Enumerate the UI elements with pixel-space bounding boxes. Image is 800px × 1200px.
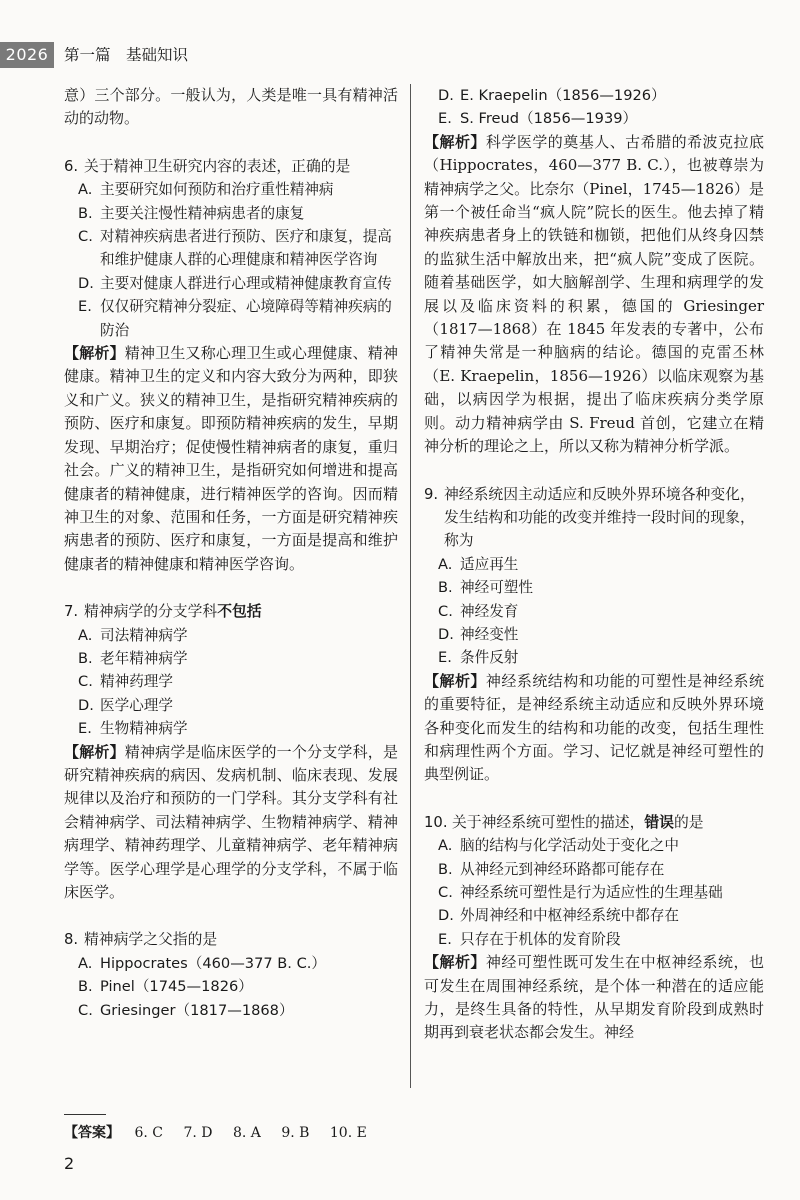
option: C. 神经发育 (438, 602, 519, 620)
option: D. 主要对健康人群进行心理或精神健康教育宣传 (78, 274, 392, 292)
option: B. 从神经元到神经环路都可能存在 (438, 860, 665, 878)
answer-item: 9. B (281, 1125, 310, 1141)
answer-item: 7. D (183, 1125, 213, 1141)
answer-key (64, 1122, 383, 1142)
option: D. E. Kraepelin（1856—1926） (438, 87, 666, 104)
answer-item: 8. A (232, 1125, 261, 1141)
left-column (64, 84, 398, 1022)
option: A. 司法精神病学 (78, 626, 188, 644)
question-9 (424, 483, 764, 787)
option: C. 对精神疾病患者进行预防、医疗和康复，提高和维护健康人群的心理健康和精神医学咨询 (78, 228, 392, 269)
option: A. 适应再生 (438, 555, 519, 573)
footer-rule (64, 1114, 106, 1115)
option: B. Pinel（1745—1826） (78, 978, 253, 996)
analysis: 【解析】神经系统结构和功能的可塑性是神经系统的重要特征，是神经系统主动适应和反映外界环境各种变化而发生的结构和功能的改变，包括生理性和病理性两个方面。学习、记忆就是神经可塑性的典型例证。 (424, 671, 764, 784)
option: E. 仅仅研究精神分裂症、心境障碍等精神疾病的防治 (78, 298, 392, 339)
question-number: 10. (424, 813, 448, 831)
option: E. 条件反射 (438, 649, 519, 667)
option: E. S. Freud（1856—1939） (438, 110, 638, 128)
carry-over-text: 意）三个部分。一般认为，人类是唯一具有精神活动的动物。 (64, 86, 398, 128)
option: D. 医学心理学 (78, 696, 173, 714)
question-10 (424, 811, 764, 1045)
option: E. 生物精神病学 (78, 720, 188, 738)
question-6 (64, 155, 398, 576)
year-badge: 2026 (0, 42, 54, 68)
option: E. 只存在于机体的发育阶段 (438, 930, 621, 948)
analysis: 【解析】神经可塑性既可发生在中枢神经系统，也可发生在周围神经系统，是个体一种潜在的适应能力，是终生具备的特性，从早期发育阶段到成熟时期再到衰老状态都会发生。神经 (424, 953, 764, 1042)
option: B. 老年精神病学 (78, 649, 188, 667)
question-stem: 精神病学之父指的是 (84, 931, 218, 949)
question-number: 9. (424, 485, 439, 503)
option: A. 主要研究如何预防和治疗重性精神病 (78, 181, 334, 199)
right-column (424, 84, 764, 1045)
option: D. 外周神经和中枢神经系统中都存在 (438, 907, 679, 925)
analysis: 【解析】科学医学的奠基人、古希腊的希波克拉底（Hippocrates，460—377 B. C.），也被尊崇为精神病学之父。比奈尔（Pinel，1745—1826）是第一个被任命当“疯人院”院长的医生。他去掉了精神疾病患者身上的铁链和枷锁，把他们从终身囚禁的监狱生活中解放出来，把“疯人院”变成了医院。随着基础医学，如大脑解剖学、生理和病理学的发展以及临床资料的积累，德国的 Griesinger（1817—1868）在 1845 年发表的专著中，公布了精神失常是一种脑病的结论。德国的克雷丕林（E. Kraepelin，1856—1926）以临床观察为基础，以病因学为根据，提出了临床疾病分类学原则。动力精神病学由 S. Freud 首创，它建立在精神分析的理论之上，所以又称为精神分析学派。 (424, 132, 764, 456)
question-8 (64, 928, 398, 1022)
question-stem: 关于神经系统可塑性的描述，错误的是 (452, 813, 704, 831)
question-stem: 精神病学的分支学科不包括 (84, 603, 262, 621)
analysis: 【解析】精神病学是临床医学的一个分支学科，是研究精神疾病的病因、发病机制、临床表现、发展规律以及治疗和预防的一门学科。其分支学科有社会精神病学、司法精神病学、生物精神病学、精神病理学、精神药理学、儿童精神病学、老年精神病学等。医学心理学是心理学的分支学科，不属于临床医学。 (64, 742, 398, 901)
answer-item: 10. E (329, 1125, 367, 1141)
column-divider (410, 84, 411, 1088)
option: A. Hippocrates（460—377 B. C.） (78, 954, 327, 972)
question-7 (64, 600, 398, 904)
question-number: 6. (64, 157, 79, 175)
option: A. 脑的结构与化学活动处于变化之中 (438, 837, 679, 855)
question-number: 8. (64, 931, 79, 949)
section-title: 第一篇 基础知识 (64, 46, 189, 64)
question-number: 7. (64, 603, 79, 621)
answer-item: 6. C (134, 1125, 163, 1141)
option: C. Griesinger（1817—1868） (78, 1001, 294, 1019)
option: B. 神经可塑性 (438, 579, 533, 597)
page-header (0, 40, 800, 72)
analysis: 【解析】精神卫生又称心理卫生或心理健康、精神健康。精神卫生的定义和内容大致分为两种，即狭义和广义。狭义的精神卫生，是指研究精神疾病的预防、医疗和康复。即预防精神疾病的发生，早期发现、早期治疗；促使慢性精神病者的康复，重归社会。广义的精神卫生，是指研究如何增进和提高健康者的精神健康，进行精神医学的咨询。因而精神卫生的对象、范围和任务，一方面是研究精神疾病患者的预防、医疗和康复，一方面是提高和维护健康者的精神健康和精神医学咨询。 (64, 344, 398, 573)
page-number: 2 (64, 1154, 75, 1173)
question-stem: 关于精神卫生研究内容的表述，正确的是 (84, 157, 351, 175)
option: B. 主要关注慢性精神病患者的康复 (78, 204, 305, 222)
option: C. 神经系统可塑性是行为适应性的生理基础 (438, 884, 723, 901)
question-stem: 神经系统因主动适应和反映外界环境各种变化，发生结构和功能的改变并维持一段时间的现象，称为 (444, 485, 755, 550)
option: C. 精神药理学 (78, 673, 173, 691)
option: D. 神经变性 (438, 625, 519, 643)
answer-key-label: 【答案】 (64, 1125, 120, 1141)
